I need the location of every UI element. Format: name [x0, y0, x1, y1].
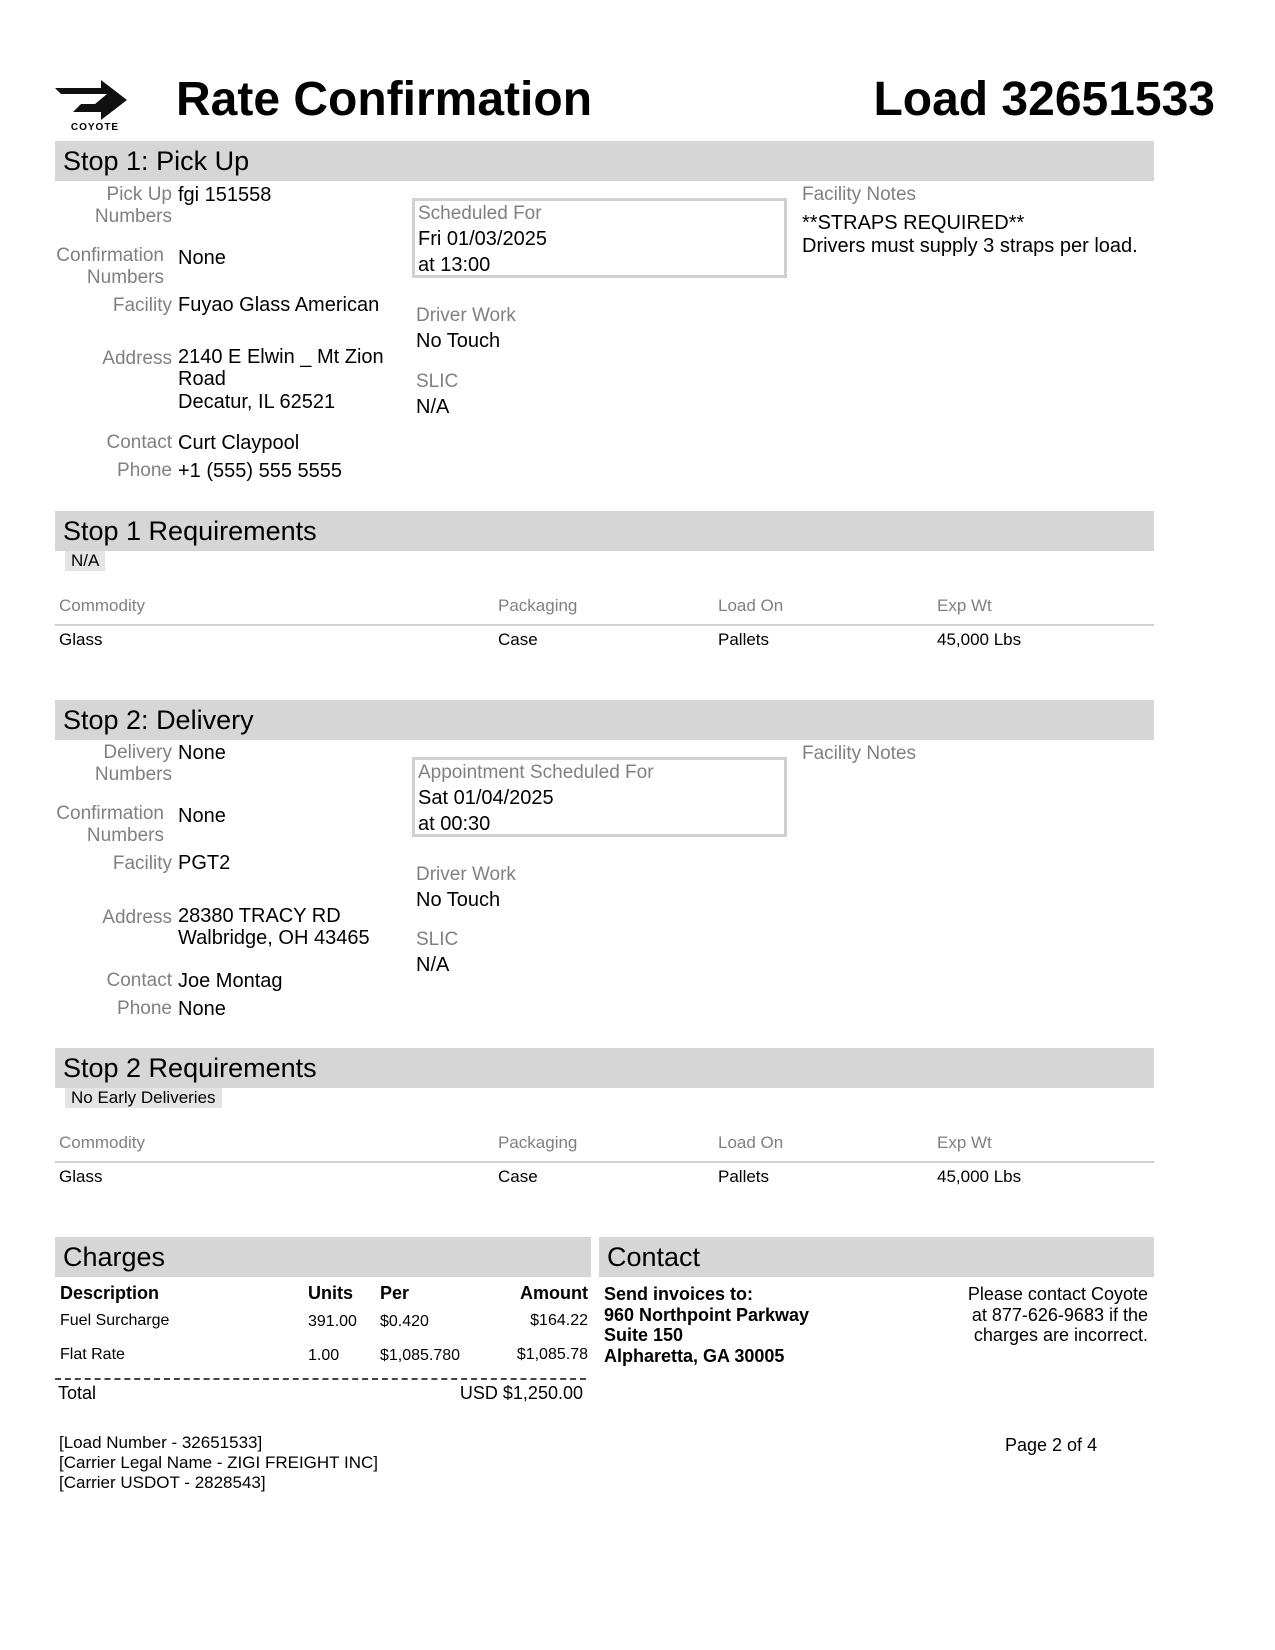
stop2-requirement-tag: No Early Deliveries: [65, 1088, 222, 1108]
packaging-cell: Case: [498, 630, 538, 649]
phone-value: +1 (555) 555 5555: [178, 460, 343, 482]
charges-per-header: Per: [380, 1283, 410, 1303]
exp-wt-cell: 45,000 Lbs: [937, 1167, 1022, 1186]
charges-heading: Charges: [55, 1237, 591, 1277]
packaging-header: Packaging: [498, 1133, 578, 1152]
footer-load-number: [Load Number - 32651533]: [59, 1433, 263, 1452]
exp-wt-cell: 45,000 Lbs: [937, 630, 1022, 649]
delivery-numbers-label: Delivery Numbers: [94, 742, 172, 785]
exp-wt-header: Exp Wt: [937, 596, 992, 615]
facility-value: Fuyao Glass American: [178, 294, 380, 316]
phone-label: Phone: [117, 460, 172, 481]
scheduled-date: Fri 01/03/2025: [418, 228, 547, 250]
commodity-header: Commodity: [59, 1133, 145, 1152]
appointment-label: Appointment Scheduled For: [418, 762, 654, 783]
phone-label: Phone: [117, 998, 172, 1019]
slic-label: SLIC: [416, 929, 459, 950]
confirmation-numbers-value: None: [178, 805, 226, 827]
contact-label: Contact: [106, 432, 172, 453]
slic-value: N/A: [416, 954, 450, 976]
packaging-header: Packaging: [498, 596, 578, 615]
load-on-cell: Pallets: [718, 630, 770, 649]
stop1-heading: Stop 1: Pick Up: [55, 141, 1154, 181]
charges-units-header: Units: [308, 1283, 353, 1303]
pickup-numbers-value: fgi 151558: [178, 184, 272, 206]
facility-notes-label: Facility Notes: [802, 743, 917, 764]
commodity-header: Commodity: [59, 596, 145, 615]
exp-wt-header: Exp Wt: [937, 1133, 992, 1152]
load-on-header: Load On: [718, 1133, 784, 1152]
facility-value: PGT2: [178, 852, 231, 874]
charge-per: $0.420: [380, 1313, 429, 1330]
charge-per: $1,085.780: [380, 1347, 461, 1364]
page-number: Page 2 of 4: [1005, 1435, 1098, 1455]
invoice-line3: Suite 150: [604, 1325, 684, 1345]
contact-note-line3: charges are incorrect.: [973, 1325, 1148, 1345]
logo-text: COYOTE: [70, 122, 120, 133]
packaging-cell: Case: [498, 1167, 538, 1186]
load-title: Load 32651533: [873, 73, 1215, 126]
contact-value: Curt Claypool: [178, 432, 300, 454]
address-line1: 2140 E Elwin _ Mt Zion: [178, 346, 384, 368]
driver-work-value: No Touch: [416, 330, 501, 352]
stop2-heading: Stop 2: Delivery: [55, 700, 1154, 740]
contact-label: Contact: [106, 970, 172, 991]
contact-value: Joe Montag: [178, 970, 283, 992]
address-label: Address: [102, 348, 172, 369]
slic-label: SLIC: [416, 371, 459, 392]
facility-notes-label: Facility Notes: [802, 184, 917, 205]
driver-work-label: Driver Work: [416, 864, 516, 885]
total-label: Total: [58, 1383, 97, 1403]
commodity-cell: Glass: [59, 1167, 103, 1186]
commodity-cell: Glass: [59, 630, 103, 649]
charge-amount: $1,085.78: [516, 1346, 588, 1363]
slic-value: N/A: [416, 396, 450, 418]
footer-carrier-usdot: [Carrier USDOT - 2828543]: [59, 1473, 266, 1492]
facility-notes-line1: **STRAPS REQUIRED**: [802, 212, 1025, 234]
divider: [55, 1161, 1154, 1163]
charge-units: 391.00: [308, 1313, 357, 1330]
charge-units: 1.00: [308, 1347, 340, 1364]
charges-amount-header: Amount: [520, 1283, 588, 1303]
address-line2: Walbridge, OH 43465: [178, 927, 370, 949]
load-on-cell: Pallets: [718, 1167, 770, 1186]
pickup-numbers-label: Pick Up Numbers: [94, 184, 172, 227]
contact-heading: Contact: [599, 1237, 1154, 1277]
driver-work-label: Driver Work: [416, 305, 516, 326]
total-value: USD $1,250.00: [459, 1383, 583, 1403]
facility-notes-line2: Drivers must supply 3 straps per load.: [802, 235, 1138, 257]
charge-amount: $164.22: [530, 1312, 588, 1329]
driver-work-value: No Touch: [416, 889, 501, 911]
page-title: Rate Confirmation: [176, 73, 593, 126]
delivery-numbers-value: None: [178, 742, 226, 764]
confirmation-numbers-label: Confirmation Numbers: [56, 803, 164, 846]
load-on-header: Load On: [718, 596, 784, 615]
address-line1: 28380 TRACY RD: [178, 905, 341, 927]
appointment-date: Sat 01/04/2025: [418, 787, 554, 809]
address-label: Address: [102, 907, 172, 928]
charge-description: Fuel Surcharge: [60, 1312, 170, 1329]
contact-note-line2: at 877-626-9683 if the: [971, 1305, 1148, 1325]
contact-note-line1: Please contact Coyote: [967, 1284, 1148, 1304]
footer-carrier-name: [Carrier Legal Name - ZIGI FREIGHT INC]: [59, 1453, 378, 1472]
charge-description: Flat Rate: [60, 1346, 125, 1363]
stop2-requirements-heading: Stop 2 Requirements: [55, 1048, 1154, 1088]
facility-label: Facility: [112, 853, 172, 874]
divider: [55, 624, 1154, 626]
total-divider: [55, 1378, 586, 1380]
stop1-requirement-tag: N/A: [65, 551, 105, 571]
confirmation-numbers-value: None: [178, 247, 226, 269]
invoice-line1: Send invoices to:: [604, 1284, 754, 1304]
confirmation-numbers-label: Confirmation Numbers: [56, 245, 164, 288]
appointment-time: at 00:30: [418, 813, 491, 835]
invoice-line4: Alpharetta, GA 30005: [604, 1346, 785, 1366]
address-line2: Road: [178, 368, 226, 390]
stop1-requirements-heading: Stop 1 Requirements: [55, 511, 1154, 551]
phone-value: None: [178, 998, 226, 1020]
facility-label: Facility: [112, 295, 172, 316]
charges-description-header: Description: [60, 1283, 160, 1303]
address-line3: Decatur, IL 62521: [178, 391, 336, 413]
scheduled-label: Scheduled For: [418, 203, 542, 224]
scheduled-time: at 13:00: [418, 254, 491, 276]
invoice-line2: 960 Northpoint Parkway: [604, 1305, 810, 1325]
